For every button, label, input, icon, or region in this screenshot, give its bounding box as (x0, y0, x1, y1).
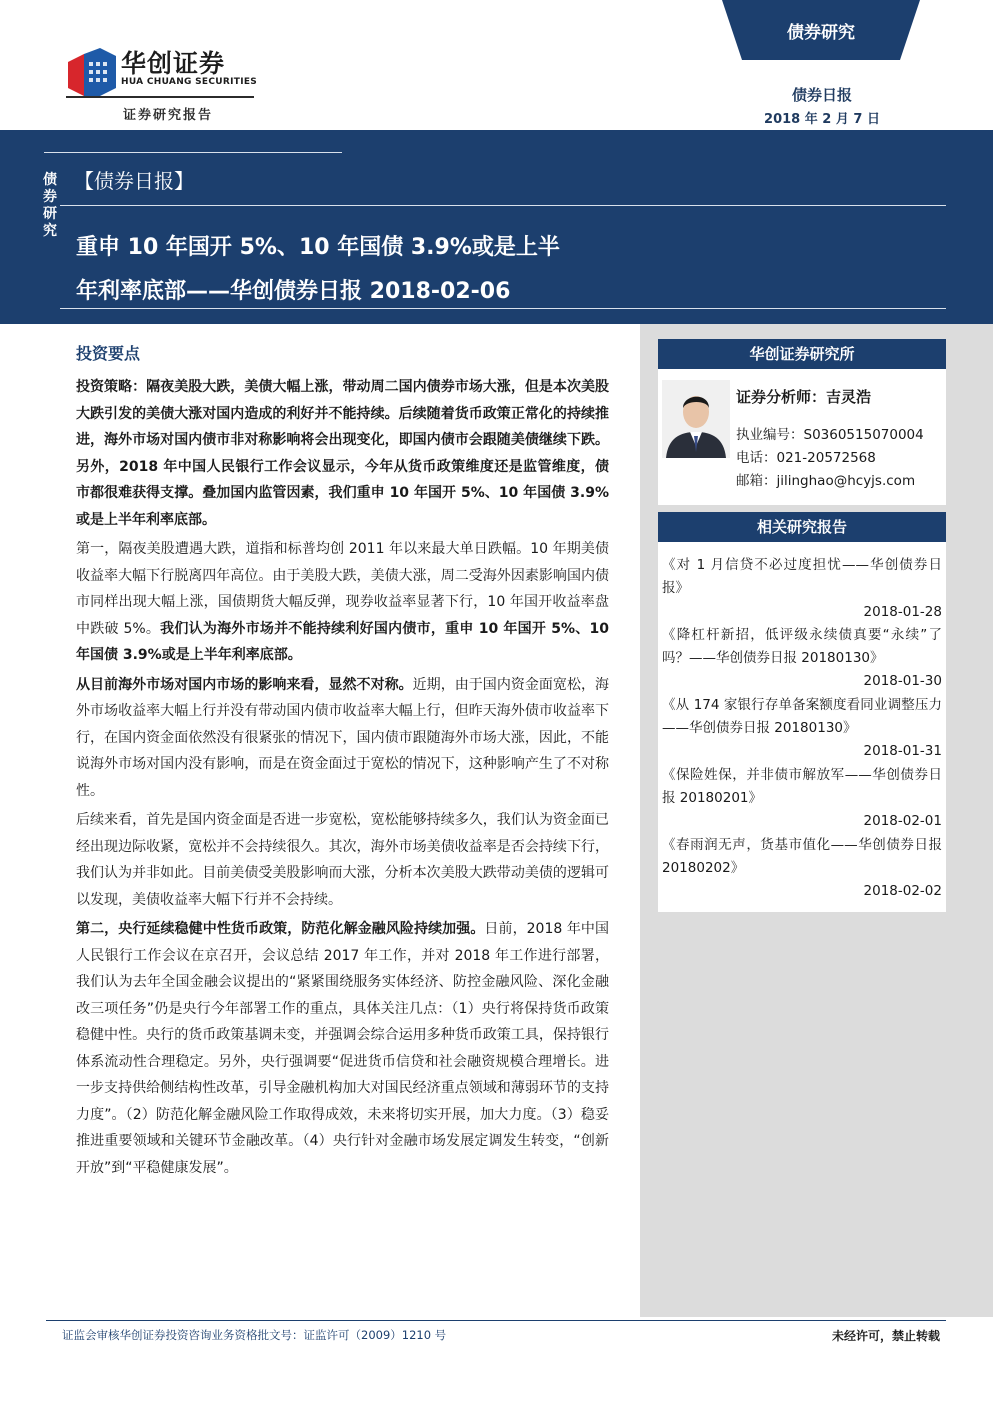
report-type: 债券日报 (791, 86, 852, 104)
related-report-item[interactable] (662, 554, 942, 624)
related-report-item[interactable] (662, 624, 942, 694)
related-report-item[interactable] (662, 834, 942, 904)
related-report-date: 2018-01-28 (863, 603, 942, 620)
paragraph-text: 第一，隔夜美股遭遇大跌，道指和标普均创 2011 年以来最大单日跌幅。10 年期美债收益率大幅下行脱离四年高位。由于美股大跌，美债大涨，周二受海外因素影响国内债市同样出现大幅上涨，国债期货大幅反弹，现券收益率显著下行，10 年国开收益率盘中跌破 5%。 (76, 541, 609, 637)
paragraph-first (76, 536, 609, 669)
related-report-title: 《降杠杆新招，低评级永续债真要“永续”了吗？——华创债券日报 20180130》 (662, 626, 942, 667)
paragraph-bold: 第二，央行延续稳健中性货币政策，防范化解金融风险持续加强。 (76, 921, 485, 937)
footer-copyright-note: 未经许可，禁止转载 (831, 1329, 940, 1343)
category-tab-label: 债券研究 (787, 23, 855, 43)
paragraph-text: 近期，由于国内资金面宽松，海外市场收益率大幅上行并没有带动国内债市收益率大幅上行，但昨天海外债市收益率下行，在国内资金面依然没有很紧张的情况下，国内债市跟随海外市场大涨，因此，不能说海外市场对国内没有影响，而是在资金面过于宽松的情况下，这种影响产生了不对称性。 (76, 676, 610, 799)
related-report-date: 2018-01-30 (863, 673, 942, 690)
logo-company-name: 华创证券 (121, 49, 226, 78)
institute-title: 华创证券研究所 (658, 339, 946, 369)
related-report-item[interactable] (662, 764, 942, 834)
analyst-license: 执业编号：S0360515070004 (736, 427, 924, 443)
report-title-line-1: 重申 10 年国开 5%、10 年国债 3.9%或是上半 (76, 235, 560, 260)
paragraph-bold: 从目前海外市场对国内市场的影响来看，显然不对称。 (76, 676, 413, 693)
report-title (76, 226, 636, 314)
paragraph-text: 日前，2018 年中国人民银行工作会议在京召开，会议总结 2017 年工作，并对 2018 年工作进行部署，我们认为去年全国金融会议提出的“紧紧围绕服务实体经济、防控金融风险、深化金融改三项任务”仍是央行今年部署工作的重点，具体关注几点：（1）央行将保持货币政策稳健中性。央行的货币政策基调未变，并强调会综合运用多种货币政策工具，保持银行体系流动性合理稳定。另外，央行强调要“促进货币信贷和社会融资规模合理增长。进一步支持供给侧结构性改革，引导金融机构加大对国民经济重点领域和薄弱环节的支持力度”。（2）防范化解金融风险工作取得成效，未来将切实开展，加大力度。（3）稳妥推进重要领域和关键环节金融改革。（4）央行针对金融市场发展定调发生转变，“创新开放”到“平稳健康发展”。 (76, 921, 609, 1176)
related-report-date: 2018-02-01 (863, 813, 942, 830)
related-report-item[interactable] (662, 694, 942, 764)
section-title: 投资要点 (76, 344, 141, 363)
paragraph-strategy (76, 374, 609, 533)
analyst-name: 证券分析师：吉灵浩 (736, 388, 872, 406)
related-report-title: 《对 1 月信贷不必过度担忧——华创债券日报》 (662, 557, 942, 597)
report-body (76, 374, 609, 1184)
analyst-phone: 电话：021-20572568 (736, 450, 876, 466)
footer-license-note: 证监会审核华创证券投资咨询业务资格批文号：证监许可（2009）1210 号 (62, 1328, 447, 1342)
paragraph-second (76, 916, 609, 1181)
footer-divider (46, 1320, 946, 1321)
paragraph-bold: 我们认为海外市场并不能持续利好国内债市，重申 10 年国开 5%、10 年国债 3.9%或是上半年利率底部。 (76, 620, 609, 663)
related-reports-title: 相关研究报告 (658, 512, 946, 542)
related-report-title: 《春雨润无声，货基市值化——华创债券日报 20180202》 (662, 836, 942, 876)
banner-mid-rule (60, 205, 946, 206)
banner-tag: 【债券日报】 (74, 169, 194, 193)
related-reports-list (662, 554, 942, 903)
analyst-email[interactable]: 邮箱：jilinghao@hcyjs.com (736, 473, 916, 489)
analyst-photo (662, 380, 730, 458)
report-title-line-2: 年利率底部——华创债券日报 2018-02-06 (76, 279, 511, 304)
related-report-title: 《保险姓保，并非债市解放军——华创债券日报 20180201》 (662, 766, 942, 806)
paragraph-text: 后续来看，首先是国内资金面是否进一步宽松，宽松能够持续多久，我们认为资金面已经出现边际收紧，宽松并不会持续很久。其次，海外市场美债收益率是否会持续下行，我们认为并非如此。目前美债受美股影响而大涨，分析本次美股大跌带动美债的逻辑可以发现，美债收益率大幅下行并不会持续。 (76, 812, 609, 908)
related-report-date: 2018-01-31 (863, 743, 942, 760)
report-date: 2018 年 2 月 7 日 (764, 112, 880, 127)
related-report-date: 2018-02-02 (863, 883, 942, 900)
logo-report-label: 证券研究报告 (123, 108, 214, 123)
logo-company-name-en: HUA CHUANG SECURITIES (121, 77, 258, 87)
paragraph-bold: 投资策略：隔夜美股大跌，美债大幅上涨，带动周二国内债券市场大涨，但是本次美股大跌引发的美债大涨对国内造成的利好并不能持续。后续随着货币政策正常化的持续推进，海外市场对国内债市非对称影响将会出现变化，即国内债市会跟随美债继续下跌。另外，2018 年中国人民银行工作会议显示，今年从货币政策维度还是监管维度，债市都很难获得支撑。叠加国内监管因素，我们重申 10 年国开 5%、10 年国债 3.9%或是上半年利率底部。 (76, 379, 609, 528)
paragraph-outlook (76, 807, 609, 913)
related-report-title: 《从 174 家银行存单备案额度看同业调整压力——华创债券日报 20180130》 (662, 696, 942, 737)
banner-top-rule (44, 152, 342, 153)
logo-divider (66, 96, 254, 98)
paragraph-asymmetry (76, 672, 609, 805)
banner-vertical-label: 债券研究 (43, 172, 57, 239)
